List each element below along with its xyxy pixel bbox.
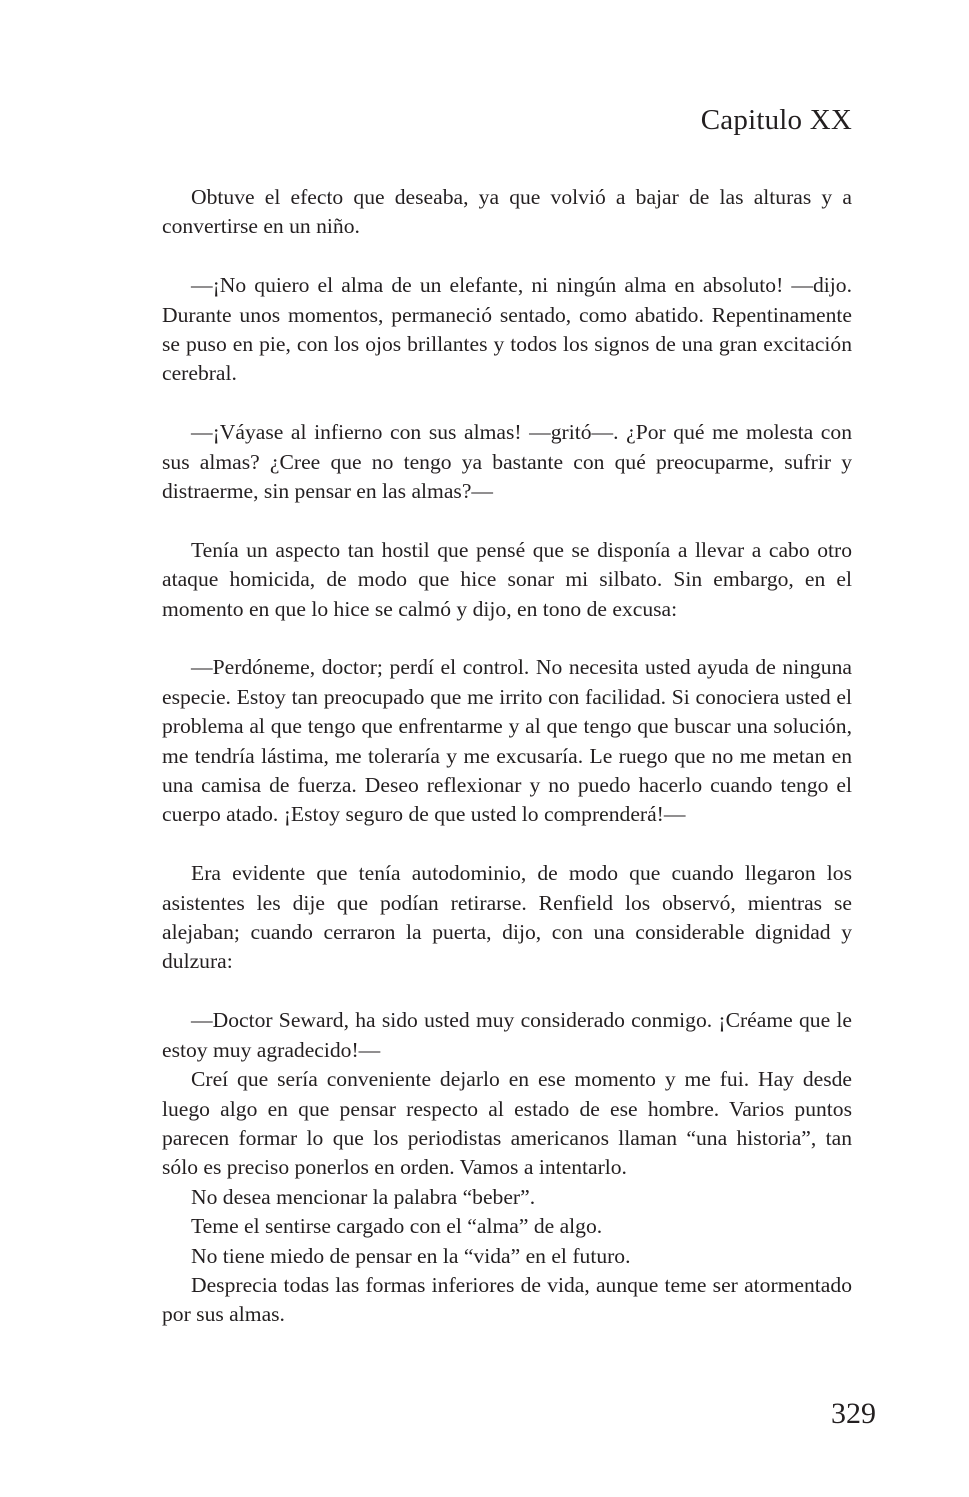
paragraph: Era evidente que tenía autodominio, de modo que cuando llegaron los asistentes les dije que podían retirarse. Renfield los observó, mientras se alejaban; cuando cerraron la puerta, dijo, con una considerable dignidad y dulzura: (162, 861, 852, 974)
paragraph: —¡Váyase al infierno con sus almas! —gritó—. ¿Por qué me molesta con sus almas? ¿Cree que no tengo ya bastante con qué preocuparme, sufrir y distraerme, sin pensar en las almas?— (162, 420, 852, 504)
paragraph: No desea mencionar la palabra “beber”. (191, 1184, 536, 1209)
chapter-title: Capitulo XX (700, 104, 852, 136)
body-text (162, 183, 852, 1330)
paragraph: —Doctor Seward, ha sido usted muy considerado conmigo. ¡Créame que le estoy muy agradecido!— (162, 1008, 852, 1062)
paragraph: No tiene miedo de pensar en la “vida” en el futuro. (191, 1243, 631, 1268)
paragraph: Obtuve el efecto que deseaba, ya que volvió a bajar de las alturas y a convertirse en un niño. (162, 185, 852, 239)
page-number: 329 (831, 1397, 876, 1430)
paragraph: Tenía un aspecto tan hostil que pensé que se disponía a llevar a cabo otro ataque homicida, de modo que hice sonar mi silbato. Sin embargo, en el momento en que lo hice se calmó y dijo, en tono de excusa: (162, 537, 852, 621)
paragraph: —¡No quiero el alma de un elefante, ni ningún alma en absoluto! —dijo. Durante unos momentos, permaneció sentado, como abatido. Repentinamente se puso en pie, con los ojos brillantes y todos los signos de una gran excitación cerebral. (162, 273, 852, 386)
paragraph: Desprecia todas las formas inferiores de vida, aunque teme ser atormentado por sus almas. (162, 1272, 852, 1327)
paragraph: Creí que sería conveniente dejarlo en ese momento y me fui. Hay desde luego algo en que pensar respecto al estado de ese hombre. Varios puntos parecen formar lo que los periodistas americanos llaman “una historia”, tan sólo es preciso ponerlos en orden. Vamos a intentarlo. (162, 1067, 852, 1180)
paragraph: Teme el sentirse cargado con el “alma” de algo. (191, 1214, 603, 1239)
paragraph: —Perdóneme, doctor; perdí el control. No necesita usted ayuda de ninguna especie. Estoy tan preocupado que me irrito con facilidad. Si conociera usted el problema al que tengo que enfrentarme y al que tengo que buscar una solución, me tendría lástima, me toleraría y me excusaría. Le ruego que no me metan en una camisa de fuerza. Deseo reflexionar y no puedo hacerlo cuando tengo el cuerpo atado. ¡Estoy seguro de que usted lo comprenderá!— (162, 655, 852, 827)
